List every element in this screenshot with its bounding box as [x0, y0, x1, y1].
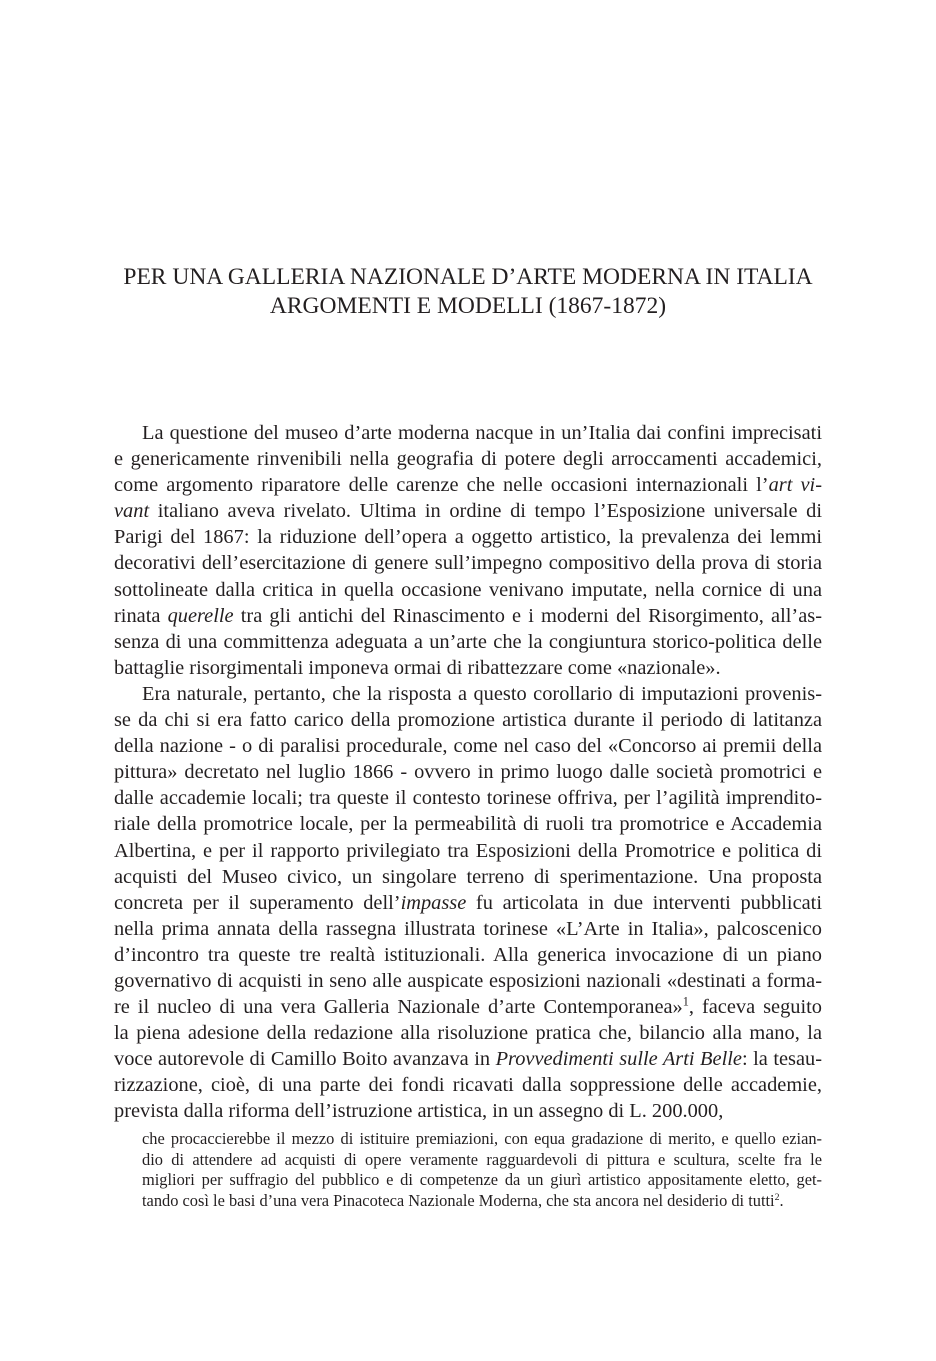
- p2-line: re il nucleo di una vera Galleria Nazionale d’arte Contemporanea»$^1$, faceva seguito: [114, 994, 822, 1019]
- footnote-ref-1: 1: [682, 994, 689, 1009]
- p2-line: prevista dalla riforma dell’istruzione artistica, in un assegno di L. 200.000,: [114, 1100, 724, 1123]
- p2-line: nella prima annata della rassegna illustrata torinese «L’Arte in Italia», palcoscenico: [114, 917, 822, 940]
- title-line-1: PER UNA GALLERIA NAZIONALE D’ARTE MODERNA IN ITALIA: [123, 264, 813, 290]
- p2-line: Albertina, e per il rapporto privilegiato tra Esposizioni della Promotrice e politica di: [114, 839, 822, 862]
- p2-line: voce autorevole di Camillo Boito avanzava in Provvedimenti sulle Arti Belle: la tesau-: [114, 1048, 823, 1071]
- p2-line: della nazione - o di paralisi procedurale, come nel caso del «Concorso ai premii della: [114, 735, 822, 758]
- p2-line: riale della promotrice locale, per la permeabilità di ruoli tra promotrice e Accademia: [114, 813, 822, 836]
- italic-art-vivant: art vi-: [768, 474, 822, 497]
- p1-line: La questione del museo d’arte moderna nacque in un’Italia dai confini imprecisati: [142, 422, 822, 444]
- p2-line: d’incontro tra queste tre realtà istituzionali. Alla generica invocazione di un piano: [114, 943, 822, 966]
- p2-line: pittura» decretato nel luglio 1866 - ovvero in primo luogo dalle società promotrici e: [114, 761, 822, 784]
- p2-line: se da chi si era fatto carico della promozione artistica durante il periodo di latitanza: [114, 709, 822, 732]
- p1-line: Parigi del 1867: la riduzione dell’opera a oggetto artistico, la prevalenza dei lemmi: [114, 526, 822, 549]
- article-title: [114, 263, 822, 321]
- italic-impasse: impasse: [400, 891, 467, 914]
- quote-line: tando così le basi d’una vera Pinacoteca Nazionale Moderna, che sta ancora nel desiderio di tutti$^2$.: [142, 1190, 784, 1210]
- block-quote: [142, 1129, 822, 1211]
- quote-line: che procaccierebbe il mezzo di istituire premiazioni, con equa gradazione di merito, e quello ezian-: [142, 1129, 822, 1148]
- p1-line: come argomento riparatore delle carenze che nelle occasioni internazionali l’art vi-: [114, 474, 822, 497]
- body-text: [114, 420, 822, 1125]
- quote-line: migliori per suffragio del pubblico e di competenze da un giurì artistico appositamente eletto, get-: [142, 1170, 822, 1190]
- italic-provvedimenti: Provvedimenti sulle Arti Belle: [495, 1048, 742, 1071]
- p1-line: rinata querelle tra gli antichi del Rinascimento e i moderni del Risorgimento, all’as-: [114, 604, 822, 627]
- p1-line: decorativi dell’esercitazione di genere sull’impegno compositivo della prova di storia: [114, 552, 822, 575]
- p1-line: battaglie risorgimentali imponeva ormai di ribattezzare come «nazionale».: [114, 656, 721, 679]
- title-line-2: ARGOMENTI E MODELLI (1867-1872): [269, 293, 667, 319]
- p2-line: concreta per il superamento dell’impasse fu articolata in due interventi pubblicati: [114, 891, 823, 914]
- p1-line: e genericamente rinvenibili nella geografia di potere degli arroccamenti accademici,: [114, 448, 822, 471]
- footnote-ref-2: 2: [774, 1191, 780, 1203]
- p2-line: la piena adesione della redazione alla risoluzione pratica che, bilancio alla mano, la: [114, 1022, 822, 1045]
- p2-line: acquisti del Museo civico, un singolare terreno di sperimentazione. Una proposta: [114, 865, 822, 888]
- quote-line: dio di attendere ad acquisti di opere veramente ragguardevoli di pittura e scultura, scelte fra le: [142, 1149, 822, 1169]
- italic-querelle: querelle: [167, 604, 234, 627]
- p1-line: senza di una committenza adeguata a un’arte che la congiuntura storico-politica delle: [114, 630, 822, 653]
- p2-line: governativo di acquisti in seno alle auspicate esposizioni nazionali «destinati a forma-: [114, 969, 822, 992]
- p1-line: sottolineate dalla critica in quella occasione venivano imputate, nella cornice di una: [114, 578, 822, 601]
- p2-line: Era naturale, pertanto, che la risposta a questo corollario di imputazioni provenis-: [142, 682, 822, 705]
- p2-line: rizzazione, cioè, di una parte dei fondi ricavati dalla soppressione delle accademie,: [114, 1074, 822, 1097]
- p1-line: vant italiano aveva rivelato. Ultima in ordine di tempo l’Esposizione universale di: [114, 500, 822, 523]
- p2-line: dalle accademie locali; tra queste il contesto torinese offriva, per l’agilità imprendito-: [114, 787, 822, 810]
